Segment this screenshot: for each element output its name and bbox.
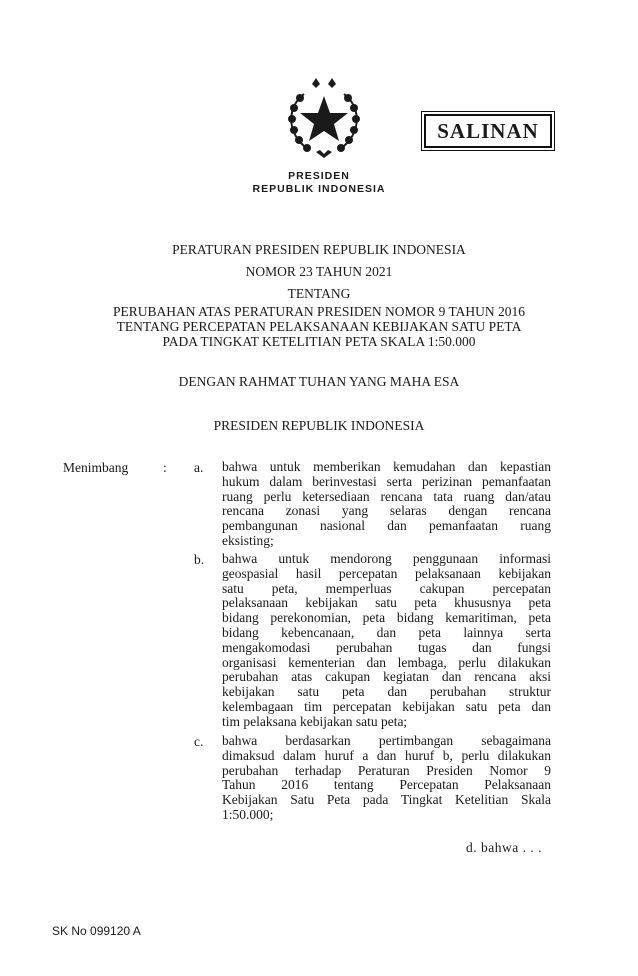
item-line: 1:50.000; — [222, 806, 274, 822]
item-line: bidang perekonomian, peta bidang kemaritiman, peta — [222, 610, 551, 626]
item-line: dimaksud dalam huruf a dan huruf b, perlu dilakukan — [222, 747, 551, 763]
invocation: DENGAN RAHMAT TUHAN YANG MAHA ESA — [178, 374, 460, 389]
item-marker: a. — [194, 460, 204, 475]
item-line: Kebijakan Satu Peta pada Tingkat Ketelitian Skala — [222, 792, 551, 808]
item-line: bahwa untuk mendorong penggunaan informasi — [222, 551, 551, 566]
item-line: geospasial hasil percepatan pelaksanaan kebijakan — [222, 565, 551, 581]
item-marker: b. — [194, 552, 205, 567]
copy-stamp: SALINAN — [424, 114, 552, 148]
item-line: kebijakan satu peta dan perubahan struktur — [222, 684, 551, 700]
regulation-title: PERATURAN PRESIDEN REPUBLIK INDONESIA — [172, 242, 466, 257]
issuer-title: PRESIDEN — [288, 170, 350, 182]
issuer-country: REPUBLIK INDONESIA — [252, 183, 386, 195]
item-line: bahwa untuk memberikan kemudahan dan kepastian — [222, 459, 551, 474]
subject-line: PADA TINGKAT KETELITIAN PETA SKALA 1:50.000 — [162, 334, 476, 349]
considering-label: Menimbang — [63, 460, 129, 475]
continuation-marker: d. bahwa . . . — [466, 840, 542, 855]
issuer-block — [219, 170, 419, 196]
item-line: ruang perlu ketersediaan rencana tata ruang dan/atau — [222, 488, 551, 504]
item-marker: c. — [194, 734, 204, 749]
considering-item-c — [222, 734, 551, 823]
item-line: perubahan terhadap Peraturan Presiden Nomor 9 — [222, 762, 551, 778]
item-line: kelembagaan tim percepatan kebijakan satu peta dan — [222, 698, 551, 714]
about-label: TENTANG — [287, 286, 351, 301]
subject-line: TENTANG PERCEPATAN PELAKSANAAN KEBIJAKAN SATU PETA — [116, 319, 522, 334]
regulation-subject — [60, 304, 578, 349]
item-line: eksisting; — [222, 532, 274, 548]
item-line: perubahan atas cakupan kegiatan dan rencana aksi — [222, 669, 551, 685]
enactor: PRESIDEN REPUBLIK INDONESIA — [213, 418, 425, 433]
item-line: mengakomodasi perubahan tugas dan fungsi — [222, 639, 551, 655]
item-line: rencana zonasi yang selaras dengan rencana — [222, 503, 551, 519]
item-line: Tahun 2016 tentang Percepatan Pelaksanaan — [222, 777, 551, 793]
considering-item-a — [222, 460, 551, 549]
item-line: organisasi kementerian dan lembaga, perlu dilakukan — [222, 654, 551, 670]
subject-line: PERUBAHAN ATAS PERATURAN PRESIDEN NOMOR 9 TAHUN 2016 — [112, 304, 525, 319]
item-line: hukum dalam berinvestasi serta perizinan pemanfaatan — [222, 473, 551, 489]
item-line: pembangunan nasional dan pemanfaatan ruang — [222, 518, 551, 534]
item-line: satu peta, memperluas cakupan percepatan — [222, 580, 551, 596]
item-line: pelaksanaan kebijakan satu peta khususnya peta — [222, 595, 551, 611]
considering-colon: : — [163, 460, 167, 475]
considering-item-b — [222, 552, 551, 730]
document-code: SK No 099120 A — [52, 924, 141, 938]
item-line: bahwa berdasarkan pertimbangan sebagaimana — [222, 733, 551, 748]
garuda-emblem-icon — [282, 72, 366, 160]
item-line: bidang kebencanaan, dan peta lainnya serta — [222, 624, 551, 640]
item-line: tim pelaksana kebijakan satu peta; — [222, 713, 408, 729]
regulation-number: NOMOR 23 TAHUN 2021 — [245, 264, 393, 279]
